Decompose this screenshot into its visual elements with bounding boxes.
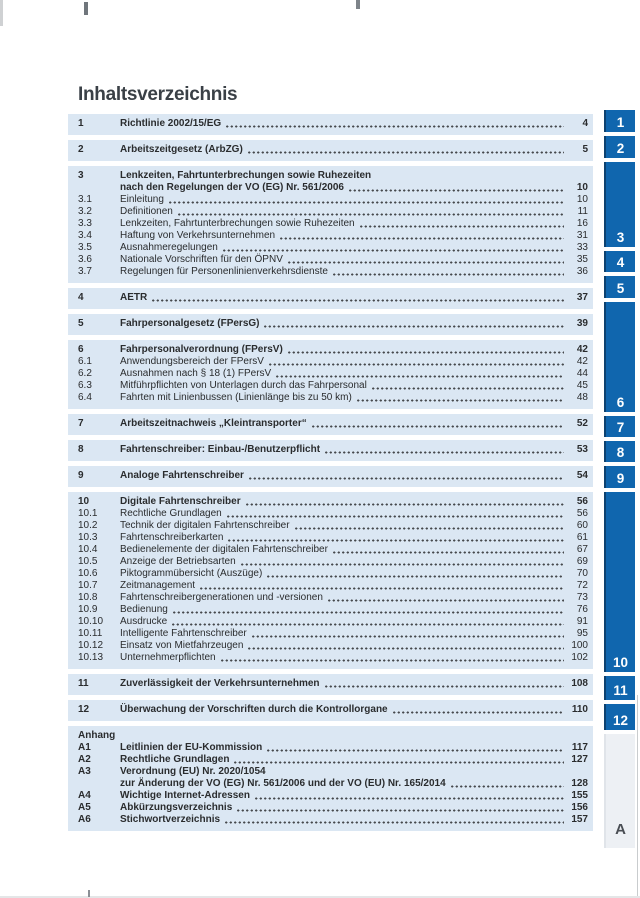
toc-row-title: Abkürzungsverzeichnis: [120, 802, 233, 813]
toc-row-A5: [68, 802, 593, 814]
toc-row-title: zur Änderung der VO (EG) Nr. 561/2006 und der VO (EU) Nr. 165/2014: [120, 778, 446, 789]
edge-tab-label: 8: [616, 444, 625, 460]
dot-leader: [248, 477, 564, 480]
toc-group: [68, 492, 593, 669]
toc-row-continuation: [68, 182, 593, 194]
toc-row-title: nach den Regelungen der VO (EG) Nr. 561/2006: [120, 182, 344, 193]
toc-row-title: Verordnung (EU) Nr. 2020/1054: [120, 766, 266, 777]
toc-group: [68, 726, 593, 831]
toc-row-number: 6.4: [78, 392, 92, 403]
toc-row-number: A3: [78, 766, 91, 777]
dot-leader: [450, 785, 564, 788]
toc-row-10.5: [68, 556, 593, 568]
toc-row-10.4: [68, 544, 593, 556]
dot-leader: [225, 125, 564, 128]
toc-row-page: 157: [571, 814, 588, 825]
toc-row-page: 70: [576, 568, 588, 579]
dot-leader: [263, 325, 564, 328]
toc-row-10.9: [68, 604, 593, 616]
edge-tab-A: [604, 734, 635, 848]
toc-row-number: [78, 778, 120, 790]
toc-row-title: Stichwortverzeichnis: [120, 814, 221, 825]
toc-row-title: Arbeitszeitnachweis „Kleintransporter“: [120, 418, 307, 429]
dot-leader: [224, 821, 564, 824]
edge-tab-6: [604, 302, 635, 412]
edge-tab-11: [604, 676, 635, 700]
toc-row-Anhang: [68, 730, 593, 742]
dot-leader: [327, 599, 564, 602]
toc-row-10.8: [68, 592, 593, 604]
dot-leader: [171, 623, 564, 626]
edge-tab-5: [604, 276, 635, 298]
edge-tab-1: [604, 110, 635, 132]
toc-row-page: 42: [576, 356, 588, 367]
dot-leader: [356, 399, 564, 402]
toc-row-number: 3.6: [78, 254, 92, 265]
toc-row-title: Ausdrucke: [120, 616, 168, 627]
toc-row-6.3: [68, 380, 593, 392]
toc-row-number: 6.2: [78, 368, 92, 379]
edge-tab-label: 3: [616, 229, 625, 245]
toc-row-number: [78, 182, 120, 194]
toc-row-page: 76: [576, 604, 588, 615]
dot-leader: [324, 685, 564, 688]
edge-tab-4: [604, 251, 635, 272]
toc-row-number: 10: [78, 496, 90, 507]
edge-tab-label: 10: [612, 654, 629, 670]
dot-leader: [254, 797, 564, 800]
dot-leader: [236, 809, 564, 812]
dot-leader: [371, 387, 564, 390]
toc-row-10.11: [68, 628, 593, 640]
dot-leader: [392, 711, 564, 714]
edge-tab-9: [604, 466, 635, 488]
toc-row-title: Anzeige der Betriebsarten: [120, 556, 236, 567]
toc-row-title: Ausnahmen nach § 18 (1) FPersV: [120, 368, 272, 379]
toc-row-title: Zeitmanagement: [120, 580, 196, 591]
toc-row-page: 37: [576, 292, 588, 303]
toc-row-number: 10.10: [78, 616, 104, 627]
dot-leader: [233, 761, 564, 764]
toc-row-number: 3.5: [78, 242, 92, 253]
toc-row-title: Analoge Fahrtenschreiber: [120, 470, 244, 481]
toc-row-number: 12: [78, 704, 90, 715]
toc-row-number: 10.13: [78, 652, 104, 663]
toc-row-continuation: [68, 778, 593, 790]
dot-leader: [227, 539, 564, 542]
toc-row-number: 6: [78, 344, 84, 355]
toc-row-page: 69: [576, 556, 588, 567]
toc-row-title: Piktogrammübersicht (Auszüge): [120, 568, 263, 579]
toc-row-page: 53: [576, 444, 588, 455]
toc-row-number: 2: [78, 144, 84, 155]
dot-leader: [247, 151, 564, 154]
toc-row-page: 33: [576, 242, 588, 253]
scan-artifact-bottom-tick: [88, 890, 90, 897]
toc-row-title: Richtlinie 2002/15/EG: [120, 118, 222, 129]
toc-row-title: Lenkzeiten, Fahrtunterbrechungen sowie Ruhezeiten: [120, 218, 355, 229]
toc-row-10.2: [68, 520, 593, 532]
toc-row-3.1: [68, 194, 593, 206]
toc-row-page: 16: [576, 218, 588, 229]
toc-row-page: 110: [571, 704, 588, 715]
edge-tab-2: [604, 136, 635, 158]
edge-tab-8: [604, 441, 635, 462]
toc-row-title: Rechtliche Grundlagen: [120, 754, 230, 765]
toc-row-page: 108: [571, 678, 588, 689]
toc-row-number: A4: [78, 790, 91, 801]
toc-row-5: [68, 318, 593, 330]
toc-row-title: Fahrten mit Linienbussen (Linienlänge bis zu 50 km): [120, 392, 352, 403]
toc-row-10.6: [68, 568, 593, 580]
dot-leader: [279, 237, 564, 240]
toc-row-10.13: [68, 652, 593, 664]
edge-tab-label: A: [615, 821, 626, 838]
toc-row-page: 35: [576, 254, 588, 265]
toc-row-10.10: [68, 616, 593, 628]
dot-leader: [168, 201, 564, 204]
toc-row-page: 56: [576, 508, 588, 519]
toc-row-A6: [68, 814, 593, 826]
toc-row-title: Leitlinien der EU-Kommission: [120, 742, 263, 753]
toc-group: [68, 414, 593, 435]
toc-row-title: Wichtige Internet-Adressen: [120, 790, 250, 801]
toc-row-page: 54: [576, 470, 588, 481]
toc-row-number: 4: [78, 292, 84, 303]
toc-row-page: 31: [576, 230, 588, 241]
toc-row-page: 45: [576, 380, 588, 391]
toc-row-title: Fahrtenschreiberkarten: [120, 532, 224, 543]
toc-row-number: 11: [78, 678, 89, 689]
edge-tab-7: [604, 416, 635, 437]
edge-tab-label: 6: [616, 394, 625, 410]
toc-group: [68, 440, 593, 461]
edge-tab-label: 7: [616, 419, 625, 435]
toc-row-title: Fahrtenschreibergenerationen und -versionen: [120, 592, 323, 603]
toc-row-number: 10.1: [78, 508, 98, 519]
toc-group: [68, 466, 593, 487]
toc-row-title: Zuverlässigkeit der Verkehrsunternehmen: [120, 678, 320, 689]
toc-row-page: 36: [576, 266, 588, 277]
toc-row-2: [68, 144, 593, 156]
dot-leader: [287, 261, 564, 264]
scan-artifact-right-edge: [637, 695, 638, 898]
toc-row-number: 3.2: [78, 206, 92, 217]
dot-leader: [294, 527, 564, 530]
toc-group: [68, 314, 593, 335]
toc-row-page: 61: [576, 532, 588, 543]
dot-leader: [151, 299, 564, 302]
toc-row-number: 10.7: [78, 580, 98, 591]
toc-row-number: Anhang: [78, 730, 116, 741]
toc-row-title: Bedienung: [120, 604, 168, 615]
toc-row-number: 3.3: [78, 218, 92, 229]
toc-row-6: [68, 344, 593, 356]
toc-row-10: [68, 496, 593, 508]
dot-leader: [311, 425, 564, 428]
toc-row-number: 10.8: [78, 592, 98, 603]
edge-tab-10: [604, 492, 635, 672]
toc-row-3.6: [68, 254, 593, 266]
toc-row-number: A2: [78, 754, 91, 765]
toc-row-page: 60: [576, 520, 588, 531]
toc-row-number: 10.5: [78, 556, 98, 567]
toc-row-number: A1: [78, 742, 91, 753]
toc-row-number: 10.12: [78, 640, 104, 651]
toc-row-page: 10: [576, 182, 588, 193]
toc-row-title: Fahrpersonalgesetz (FPersG): [120, 318, 260, 329]
toc-row-number: 7: [78, 418, 84, 429]
dot-leader: [266, 575, 564, 578]
toc-group: [68, 340, 593, 409]
dot-leader: [275, 375, 564, 378]
toc-row-number: 1: [78, 118, 84, 129]
toc-content: [68, 84, 593, 836]
toc-row-title: Rechtliche Grundlagen: [120, 508, 222, 519]
toc-row-title: Bedienelemente der digitalen Fahrtenschreiber: [120, 544, 328, 555]
edge-tab-12: [604, 704, 635, 730]
dot-leader: [324, 451, 564, 454]
toc-row-title: Haftung von Verkehrsunternehmen: [120, 230, 276, 241]
toc-row-6.4: [68, 392, 593, 404]
toc-row-number: 5: [78, 318, 84, 329]
toc-row-page: 117: [571, 742, 588, 753]
toc-row-number: 6.1: [78, 356, 92, 367]
toc-row-page: 73: [576, 592, 588, 603]
toc-row-title: Anwendungsbereich der FPersV: [120, 356, 264, 367]
toc-row-3.5: [68, 242, 593, 254]
dot-leader: [172, 611, 564, 614]
toc-row-page: 155: [571, 790, 588, 801]
toc-row-3.7: [68, 266, 593, 278]
toc-row-number: 10.4: [78, 544, 98, 555]
dot-leader: [332, 273, 564, 276]
dot-leader: [348, 189, 564, 192]
toc-row-title: Mitführpflichten von Unterlagen durch das Fahrpersonal: [120, 380, 367, 391]
toc-group: [68, 166, 593, 283]
dot-leader: [177, 213, 564, 216]
toc-row-number: 6.3: [78, 380, 92, 391]
dot-leader: [251, 635, 564, 638]
toc-row-3.3: [68, 218, 593, 230]
toc-row-A4: [68, 790, 593, 802]
toc-row-title: Nationale Vorschriften für den ÖPNV: [120, 254, 283, 265]
toc-group: [68, 700, 593, 721]
toc-row-A1: [68, 742, 593, 754]
toc-row-title: Technik der digitalen Fahrtenschreiber: [120, 520, 290, 531]
toc-row-number: 10.6: [78, 568, 98, 579]
toc-row-page: 100: [571, 640, 588, 651]
toc-row-number: 8: [78, 444, 84, 455]
toc-row-10.12: [68, 640, 593, 652]
toc-row-3.2: [68, 206, 593, 218]
toc-row-title: Einsatz von Mietfahrzeugen: [120, 640, 244, 651]
toc-row-3.4: [68, 230, 593, 242]
toc-row-page: 10: [576, 194, 588, 205]
toc-row-page: 95: [576, 628, 588, 639]
toc-row-number: 10.9: [78, 604, 98, 615]
toc-row-number: 10.11: [78, 628, 103, 639]
page-title: Inhaltsverzeichnis: [78, 84, 238, 105]
toc-row-10.7: [68, 580, 593, 592]
toc-row-page: 44: [576, 368, 588, 379]
toc-row-page: 156: [571, 802, 588, 813]
toc-row-page: 39: [576, 318, 588, 329]
toc-row-7: [68, 418, 593, 430]
toc-row-title: Überwachung der Vorschriften durch die Kontrollorgane: [120, 704, 388, 715]
edge-tab-label: 11: [613, 682, 628, 698]
toc-row-page: 91: [576, 616, 588, 627]
toc-row-title: Intelligente Fahrtenschreiber: [120, 628, 247, 639]
dot-leader: [226, 515, 564, 518]
toc-row-8: [68, 444, 593, 456]
toc-row-title: Arbeitszeitgesetz (ArbZG): [120, 144, 243, 155]
toc-row-title: Lenkzeiten, Fahrtunterbrechungen sowie Ruhezeiten: [120, 170, 372, 181]
toc-row-11: [68, 678, 593, 690]
toc-row-number: 3.1: [78, 194, 92, 205]
toc-row-page: 128: [571, 778, 588, 789]
dot-leader: [247, 647, 564, 650]
chapter-edge-tab-strip: [604, 110, 635, 852]
toc-row-number: A5: [78, 802, 91, 813]
toc-row-title: Definitionen: [120, 206, 173, 217]
dot-leader: [220, 659, 564, 662]
toc-row-10.3: [68, 532, 593, 544]
toc-row-10.1: [68, 508, 593, 520]
toc-row-page: 42: [576, 344, 588, 355]
toc-row-page: 5: [582, 144, 588, 155]
toc-row-number: 3.7: [78, 266, 92, 277]
dot-leader: [240, 563, 564, 566]
toc-row-page: 127: [571, 754, 588, 765]
toc-row-page: 11: [577, 206, 588, 217]
dot-leader: [266, 749, 564, 752]
edge-tab-label: 2: [616, 140, 625, 156]
edge-tab-label: 1: [616, 114, 625, 130]
edge-tab-label: 5: [616, 280, 625, 296]
toc-row-title: Regelungen für Personenlinienverkehrsdienste: [120, 266, 328, 277]
dot-leader: [199, 587, 564, 590]
dot-leader: [359, 225, 564, 228]
toc-row-4: [68, 292, 593, 304]
toc-group: [68, 140, 593, 161]
toc-row-number: 3: [78, 170, 84, 181]
dot-leader: [245, 503, 564, 506]
toc-row-A2: [68, 754, 593, 766]
toc-row-title: Ausnahmeregelungen: [120, 242, 218, 253]
scan-artifact-top-tick-2: [356, 0, 360, 9]
dot-leader: [332, 551, 564, 554]
dot-leader: [287, 351, 564, 354]
toc-group: [68, 674, 593, 695]
toc-row-title: Fahrpersonalverordnung (FPersV): [120, 344, 283, 355]
toc-row-12: [68, 704, 593, 716]
edge-tab-label: 4: [616, 254, 625, 270]
toc-row-page: 48: [576, 392, 588, 403]
toc-row-number: 9: [78, 470, 84, 481]
toc-row-number: 10.3: [78, 532, 98, 543]
toc-row-page: 67: [576, 544, 588, 555]
toc-row-3: [68, 170, 593, 182]
toc-row-page: 52: [576, 418, 588, 429]
edge-tab-label: 9: [616, 470, 625, 486]
toc-row-number: 10.2: [78, 520, 98, 531]
edge-tab-3: [604, 162, 635, 247]
toc-row-1: [68, 118, 593, 130]
toc-row-6.1: [68, 356, 593, 368]
edge-tab-label: 12: [612, 712, 629, 728]
dot-leader: [268, 363, 564, 366]
scan-artifact-left-edge: [0, 0, 3, 26]
dot-leader: [222, 249, 564, 252]
toc-row-number: 3.4: [78, 230, 92, 241]
toc-row-number: A6: [78, 814, 91, 825]
toc-row-title: Digitale Fahrtenschreiber: [120, 496, 241, 507]
toc-list: [68, 114, 593, 831]
scan-artifact-top-tick-1: [84, 2, 88, 15]
toc-group: [68, 288, 593, 309]
toc-row-title: Unternehmerpflichten: [120, 652, 216, 663]
toc-row-title: Einleitung: [120, 194, 164, 205]
toc-row-9: [68, 470, 593, 482]
toc-row-A3: [68, 766, 593, 778]
toc-row-title: AETR: [120, 292, 148, 303]
toc-row-page: 72: [576, 580, 588, 591]
toc-row-page: 102: [571, 652, 588, 663]
toc-row-page: 56: [576, 496, 588, 507]
toc-row-page: 4: [582, 118, 588, 129]
toc-row-6.2: [68, 368, 593, 380]
toc-group: [68, 114, 593, 135]
toc-row-title: Fahrtenschreiber: Einbau-/Benutzerpflicht: [120, 444, 321, 455]
